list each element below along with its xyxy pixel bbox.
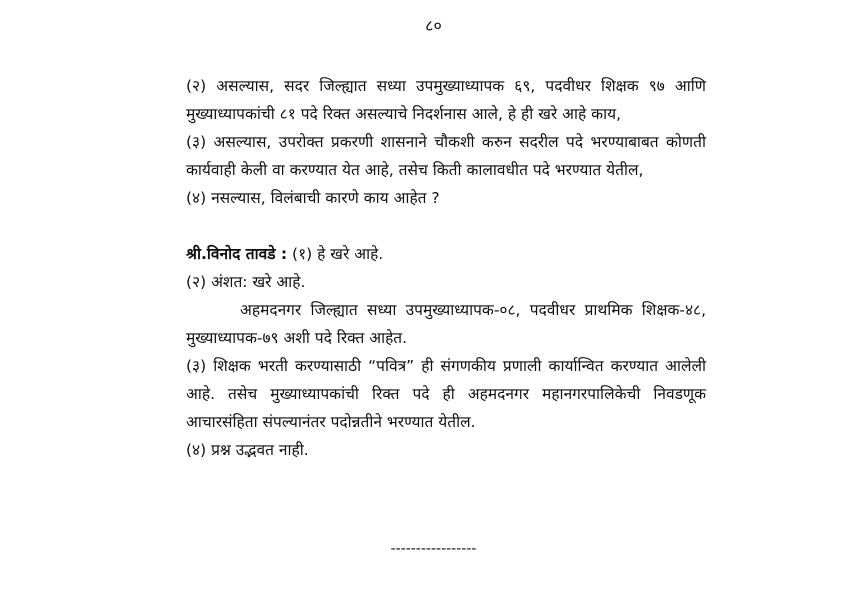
question-part-3: (३) असल्यास, उपरोक्त प्रकरणी शासनाने चौकशी करुन सदरील पदे भरण्याबाबत कोणती कार्यवाही केली वा करण्यात येत आहे, तसेच किती कालावधीत पदे भरण्यात येतील, — [186, 133, 706, 179]
answer-part-1 — [186, 240, 706, 268]
page-number: ८० — [425, 16, 442, 35]
speaker-name: श्री.विनोद तावडे : — [186, 245, 288, 263]
answer-part-1-text: (१) हे खरे आहे. — [292, 245, 384, 263]
question-part-2: (२) असल्यास, सदर जिल्ह्यात सध्या उपमुख्याध्यापक ६९, पदवीधर शिक्षक ९७ आणि मुख्याध्यापकांची ८१ पदे रिक्त असल्याचे निदर्शनास आले, हे ही खरे आहे काय, — [186, 77, 706, 123]
end-divider: ----------------- — [390, 541, 477, 557]
answer-part-2-heading: (२) अंशत: खरे आहे. — [186, 273, 306, 291]
answer-part-3: (३) शिक्षक भरती करण्यासाठी “पवित्र” ही संगणकीय प्रणाली कार्यान्वित करण्यात आलेली आहे. तसेच मुख्याध्यापकांची रिक्त पदे ही अहमदनगर महानगरपालिकेची निवडणूक आचारसंहिता संपल्यानंतर पदोन्नतीने भरण्यात येतील. — [186, 357, 706, 431]
section-spacer — [186, 212, 706, 240]
document-body — [186, 72, 706, 464]
answer-part-2-body: अहमदनगर जिल्ह्यात सध्या उपमुख्याध्यापक-०८, पदवीधर प्राथमिक शिक्षक-४८, मुख्याध्यापक-७९ अशी पदे रिक्त आहेत. — [186, 301, 706, 347]
answer-part-4: (४) प्रश्न उद्भवत नाही. — [186, 441, 309, 459]
question-part-4: (४) नसल्यास, विलंबाची कारणे काय आहेत ? — [186, 189, 440, 207]
